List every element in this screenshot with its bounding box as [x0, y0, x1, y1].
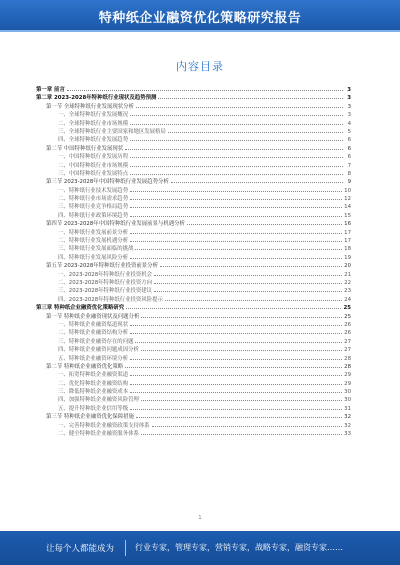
toc-entry-title: 第一章 前言	[36, 87, 65, 93]
toc-entry-title: 第二章 2023-2028年特种纸行业现状及趋势预测	[36, 95, 157, 102]
toc-dot-leader	[135, 245, 342, 250]
toc-entry-section[interactable]	[36, 220, 351, 228]
toc-entry-page: 29	[344, 380, 351, 387]
toc-entry-page: 31	[344, 405, 351, 412]
toc-entry-title: 第一节 特种纸企业融资现状及问题分析	[46, 313, 140, 320]
toc-entry-title: 四、全球特种纸行业发展趋势	[58, 137, 129, 144]
toc-dot-leader	[168, 128, 343, 133]
toc-entry-section[interactable]	[36, 103, 351, 111]
toc-entry-sub[interactable]	[36, 203, 351, 211]
toc-entry-sub[interactable]	[36, 212, 351, 220]
page-number: 1	[198, 515, 202, 521]
toc-entry-title: 二、特种纸行业市场需求趋势	[58, 196, 129, 203]
toc-heading: 内容目录	[176, 60, 224, 73]
toc-dot-leader	[130, 329, 342, 334]
toc-dot-leader	[165, 296, 342, 301]
toc-dot-leader	[130, 187, 342, 192]
toc-entry-title: 第三节 特种纸企业融资优化保障措施	[46, 414, 134, 421]
toc-entry-title: 第一节 全球特种纸行业发展现状分析	[46, 103, 134, 110]
toc-dot-leader	[125, 145, 343, 150]
toc-dot-leader	[130, 162, 343, 167]
toc-entry-title: 三、特种纸企业融资存在的问题	[58, 338, 134, 345]
header-stripe	[0, 30, 400, 32]
toc-entry-sub[interactable]	[36, 321, 351, 329]
toc-dot-leader	[130, 254, 342, 259]
toc-dot-leader	[130, 195, 342, 200]
toc-entry-title: 五、特种纸企业融资环境分析	[58, 355, 129, 362]
toc-dot-leader	[141, 396, 342, 401]
toc-entry-title: 二、特种纸行业发展机遇分析	[58, 238, 129, 245]
toc-entry-page: 19	[344, 254, 351, 261]
toc-entry-page: 29	[344, 372, 351, 379]
toc-entry-page: 23	[344, 288, 351, 295]
toc-dot-leader	[154, 279, 342, 284]
toc-entry-page: 28	[344, 363, 351, 370]
toc-entry-page: 5	[347, 128, 351, 135]
toc-entry-page: 15	[344, 212, 351, 219]
toc-entry-page: 21	[344, 271, 351, 278]
toc-entry-title: 第二节 特种纸企业融资优化策略	[46, 363, 124, 370]
toc-dot-leader	[130, 355, 342, 360]
toc-entry-sub[interactable]	[36, 195, 351, 203]
toc-entry-section[interactable]	[36, 413, 351, 421]
toc-entry-page: 20	[344, 263, 351, 270]
toc-entry-chapter[interactable]	[36, 94, 351, 102]
toc-entry-page: 32	[344, 422, 351, 429]
toc-entry-page: 7	[347, 162, 351, 169]
toc-entry-section[interactable]	[36, 178, 351, 186]
toc-entry-sub[interactable]	[36, 111, 351, 119]
toc-dot-leader	[130, 203, 342, 208]
page-footer	[0, 531, 400, 565]
toc-entry-sub[interactable]	[36, 254, 351, 262]
toc-entry-page: 17	[344, 229, 351, 236]
toc-dot-leader	[130, 170, 343, 175]
toc-dot-leader	[154, 271, 342, 276]
toc-entry-sub[interactable]	[36, 430, 351, 438]
toc-dot-leader	[67, 86, 343, 91]
toc-entry-title: 二、特种纸企业融资结构分析	[58, 330, 129, 337]
toc-dot-leader	[130, 237, 342, 242]
toc-dot-leader	[135, 338, 342, 343]
toc-entry-title: 二、健全特种纸企业融资服务体系	[58, 431, 139, 438]
toc-entry-title: 一、中国特种纸行业发展历程	[58, 154, 129, 161]
toc-entry-sub[interactable]	[36, 271, 351, 279]
toc-entry-sub[interactable]	[36, 329, 351, 337]
report-title: 特种纸企业融资优化策略研究报告	[98, 11, 302, 26]
toc-entry-page: 14	[344, 204, 351, 211]
table-of-contents	[36, 86, 351, 526]
toc-entry-page: 27	[344, 338, 351, 345]
toc-entry-title: 一、完善特种纸企业融资政策支持体系	[58, 422, 150, 429]
toc-entry-page: 27	[344, 347, 351, 354]
toc-dot-leader	[130, 380, 342, 385]
toc-entry-sub[interactable]	[36, 120, 351, 128]
toc-entry-section[interactable]	[36, 363, 351, 371]
toc-entry-title: 一、特种纸行业技术发展趋势	[58, 187, 129, 194]
toc-dot-leader	[130, 111, 343, 116]
toc-entry-chapter[interactable]	[36, 86, 351, 94]
toc-dot-leader	[126, 304, 341, 309]
toc-entry-sub[interactable]	[36, 355, 351, 363]
toc-entry-sub[interactable]	[36, 170, 351, 178]
toc-entry-title: 二、2023-2028年特种纸行业投资方向	[58, 279, 153, 286]
toc-entry-page: 4	[347, 120, 351, 127]
toc-entry-title: 一、特种纸行业发展前景分析	[58, 229, 129, 236]
toc-entry-sub[interactable]	[36, 338, 351, 346]
toc-entry-page: 17	[344, 238, 351, 245]
toc-dot-leader	[158, 94, 343, 99]
toc-entry-title: 第三节 2023-2028年中国特种纸行业发展趋势分析	[46, 179, 169, 186]
toc-entry-sub[interactable]	[36, 380, 351, 388]
toc-entry-sub[interactable]	[36, 346, 351, 354]
toc-entry-title: 三、降低特种纸企业融资成本	[58, 389, 129, 396]
toc-entry-sub[interactable]	[36, 237, 351, 245]
toc-entry-page: 6	[347, 154, 351, 161]
toc-entry-title: 四、2023-2028年特种纸行业投资风险提示	[58, 296, 163, 303]
toc-entry-page: 28	[344, 355, 351, 362]
toc-entry-page: 33	[344, 431, 351, 438]
toc-entry-title: 二、全球特种纸行业市场规模	[58, 120, 129, 127]
toc-entry-sub[interactable]	[36, 422, 351, 430]
toc-dot-leader	[187, 220, 342, 225]
toc-entry-sub[interactable]	[36, 405, 351, 413]
toc-entry-title: 三、2023-2028年特种纸行业投资建议	[58, 288, 153, 295]
toc-dot-leader	[160, 262, 342, 267]
toc-dot-leader	[130, 405, 342, 410]
toc-entry-sub[interactable]	[36, 128, 351, 136]
toc-entry-page: 26	[344, 330, 351, 337]
footer-experts-text: 行业专家，管理专家，营销专家，战略专家，融资专家……	[135, 543, 343, 552]
toc-entry-title: 一、2023-2028年特种纸行业投资机会	[58, 271, 153, 278]
toc-entry-title: 四、加强特种纸企业融资风险管理	[58, 397, 139, 404]
toc-entry-sub[interactable]	[36, 136, 351, 144]
toc-entry-page: 9	[347, 179, 351, 186]
toc-entry-title: 四、特种纸企业融资问题成因分析	[58, 347, 139, 354]
toc-entry-title: 三、中国特种纸行业发展特点	[58, 170, 129, 177]
toc-entry-page: 32	[344, 414, 351, 421]
report-header	[0, 0, 400, 32]
toc-entry-title: 第四节 2023-2028年中国特种纸行业发展前景与机遇分析	[46, 221, 185, 228]
toc-entry-title: 第三章 特种纸企业融资优化策略研究	[36, 305, 125, 312]
toc-entry-page: 30	[344, 397, 351, 404]
toc-entry-title: 五、提升特种纸企业信用等级	[58, 405, 129, 412]
toc-entry-page: 18	[344, 246, 351, 253]
toc-entry-sub[interactable]	[36, 279, 351, 287]
toc-dot-leader	[130, 120, 343, 125]
toc-entry-title: 第五节 2023-2028年特种纸行业投资前景分析	[46, 263, 158, 270]
toc-entry-title: 三、全球特种纸行业主要国家和地区发展格局	[58, 128, 166, 135]
toc-entry-title: 一、全球特种纸行业发展概况	[58, 112, 129, 119]
toc-dot-leader	[136, 413, 342, 418]
toc-entry-page: 26	[344, 321, 351, 328]
toc-entry-title: 第二节 中国特种纸行业发展现状	[46, 145, 124, 152]
toc-entry-page: 8	[347, 170, 351, 177]
toc-entry-sub[interactable]	[36, 296, 351, 304]
toc-dot-leader	[130, 136, 343, 141]
toc-dot-leader	[141, 346, 342, 351]
toc-entry-page: 6	[347, 145, 351, 152]
toc-entry-title: 一、特种纸企业融资渠道现状	[58, 321, 129, 328]
toc-entry-sub[interactable]	[36, 229, 351, 237]
toc-entry-sub[interactable]	[36, 245, 351, 253]
toc-dot-leader	[130, 388, 342, 393]
toc-entry-sub[interactable]	[36, 153, 351, 161]
toc-entry-page: 22	[344, 279, 351, 286]
toc-entry-section[interactable]	[36, 313, 351, 321]
toc-entry-sub[interactable]	[36, 371, 351, 379]
toc-entry-page: 3	[347, 103, 351, 110]
toc-entry-page: 10	[344, 187, 351, 194]
toc-entry-section[interactable]	[36, 262, 351, 270]
toc-entry-title: 二、中国特种纸行业市场规模	[58, 162, 129, 169]
toc-entry-page: 3	[347, 112, 351, 119]
toc-entry-page: 24	[344, 296, 351, 303]
footer-slogan: 让每个人都能成为	[46, 544, 115, 554]
toc-entry-title: 四、特种纸行业政策环境趋势	[58, 212, 129, 219]
toc-entry-page: 3	[347, 95, 351, 102]
toc-entry-page: 12	[344, 196, 351, 203]
toc-dot-leader	[125, 363, 342, 368]
toc-entry-sub[interactable]	[36, 162, 351, 170]
toc-entry-sub[interactable]	[36, 187, 351, 195]
toc-dot-leader	[136, 103, 343, 108]
toc-dot-leader	[130, 212, 342, 217]
toc-entry-sub[interactable]	[36, 396, 351, 404]
toc-entry-page: 30	[344, 389, 351, 396]
toc-entry-title: 一、拓宽特种纸企业融资渠道	[58, 372, 129, 379]
toc-dot-leader	[152, 422, 342, 427]
toc-entry-page: 16	[344, 221, 351, 228]
toc-dot-leader	[130, 153, 343, 158]
toc-entry-title: 二、优化特种纸企业融资结构	[58, 380, 129, 387]
toc-dot-leader	[141, 313, 342, 318]
toc-dot-leader	[171, 178, 343, 183]
toc-entry-page: 6	[347, 137, 351, 144]
toc-entry-page: 25	[344, 313, 351, 320]
toc-entry-title: 三、特种纸行业竞争格局趋势	[58, 204, 129, 211]
toc-entry-chapter[interactable]	[36, 304, 351, 312]
toc-dot-leader	[130, 321, 342, 326]
toc-dot-leader	[154, 287, 342, 292]
toc-entry-sub[interactable]	[36, 388, 351, 396]
toc-entry-page: 25	[343, 305, 351, 312]
toc-dot-leader	[130, 371, 342, 376]
footer-divider	[125, 540, 126, 556]
toc-entry-page: 3	[347, 87, 351, 93]
toc-entry-section[interactable]	[36, 145, 351, 153]
toc-dot-leader	[141, 430, 342, 435]
toc-entry-title: 三、特种纸行业发展面临的挑战	[58, 246, 134, 253]
toc-entry-sub[interactable]	[36, 287, 351, 295]
toc-dot-leader	[130, 229, 342, 234]
toc-entry-title: 四、特种纸行业发展风险分析	[58, 254, 129, 261]
